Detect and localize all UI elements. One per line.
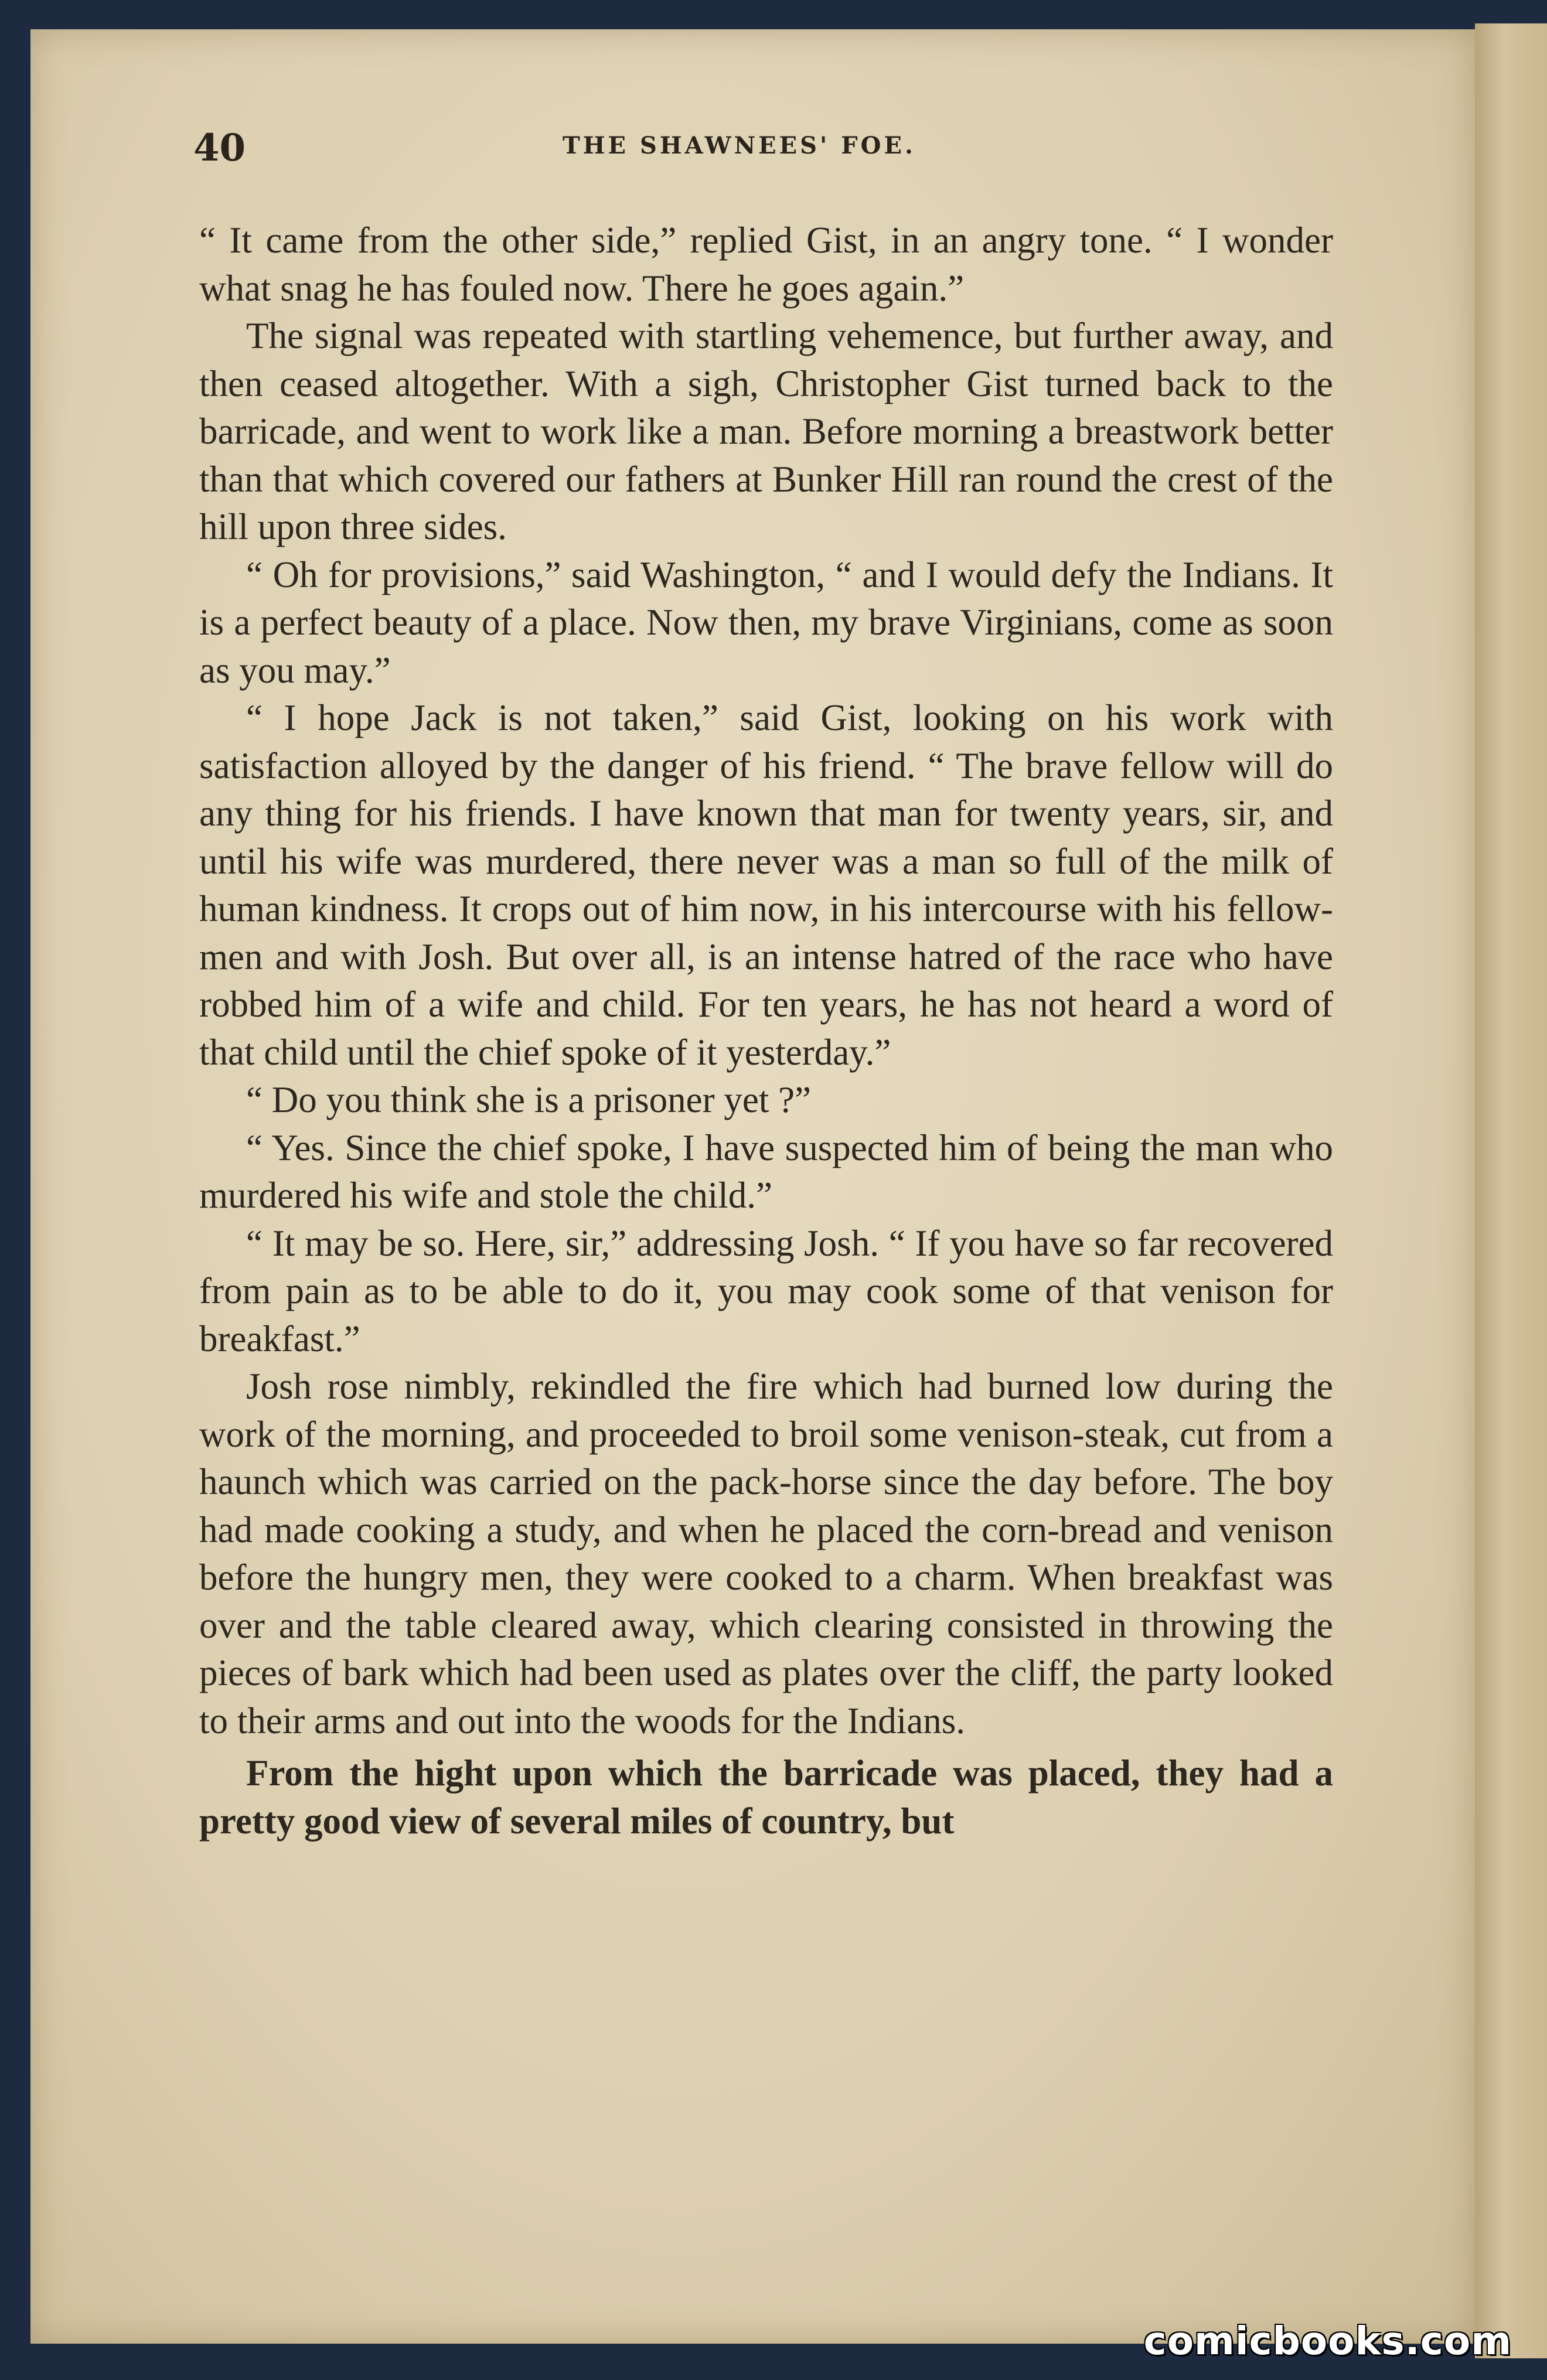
page-edge [1475,23,1547,2358]
paragraph: The signal was repeated with startling vehemence, but further away, and then ceased altogether. With a sigh, Christopher Gist turned back to the barricade, and went to work like a man. Before morning a breastwork better than that which covered our fathers at Bunker Hill ran round the crest of the hill upon three sides. [199,315,1333,547]
paragraph: “ It came from the other side,” replied Gist, in an angry tone. “ I wonder what snag he has fouled now. There he goes again.” [199,220,1333,309]
paragraph: Josh rose nimbly, rekindled the fire which had burned low during the work of the morning, and proceeded to broil some venison-steak, cut from a haunch which was carried on the pack-horse since the day before. The boy had made cooking a study, and when he placed the corn-bread and venison before the hungry men, they were cooked to a charm. When breakfast was over and the table cleared away, which clearing consisted in throwing the pieces of bark which had been used as plates over the cliff, the party looked to their arms and out into the woods for the Indians. [199,1366,1333,1741]
page-number: 40 [193,126,246,170]
paragraph: “ Do you think she is a prisoner yet ?” [246,1079,812,1120]
paragraph: “ Yes. Since the chief spoke, I have suspected him of being the man who murdered his wife and stole the child.” [199,1127,1333,1216]
running-title: THE SHAWNEES' FOE. [563,132,916,159]
paragraph: “ It may be so. Here, sir,” addressing Josh. “ If you have so far recovered from pain as to be able to do it, you may cook some of that venison for breakfast.” [199,1222,1333,1359]
paragraph: “ I hope Jack is not taken,” said Gist, looking on his work with satisfaction alloyed by the danger of his friend. “ The brave fellow will do any thing for his friends. I have known that man for twenty years, sir, and until his wife was murdered, there never was a man so full of the milk of human kindness. It crops out of him now, in his intercourse with his fellow-men and with Josh. But over all, is an intense hatred of the race who have robbed him of a wife and child. For ten years, he has not heard a word of that child until the chief spoke of it yesterday.” [199,697,1333,1073]
body-text [199,217,1333,1845]
watermark: comicbooks.com [1143,2318,1512,2364]
paragraph: From the hight upon which the barricade was placed, they had a pretty good view of several miles of country, but [199,1752,1333,1842]
running-head [193,126,1333,170]
paragraph: “ Oh for provisions,” said Washington, “ and I would defy the Indians. It is a perfect beauty of a place. Now then, my brave Virginians, come as soon as you may.” [199,554,1333,691]
